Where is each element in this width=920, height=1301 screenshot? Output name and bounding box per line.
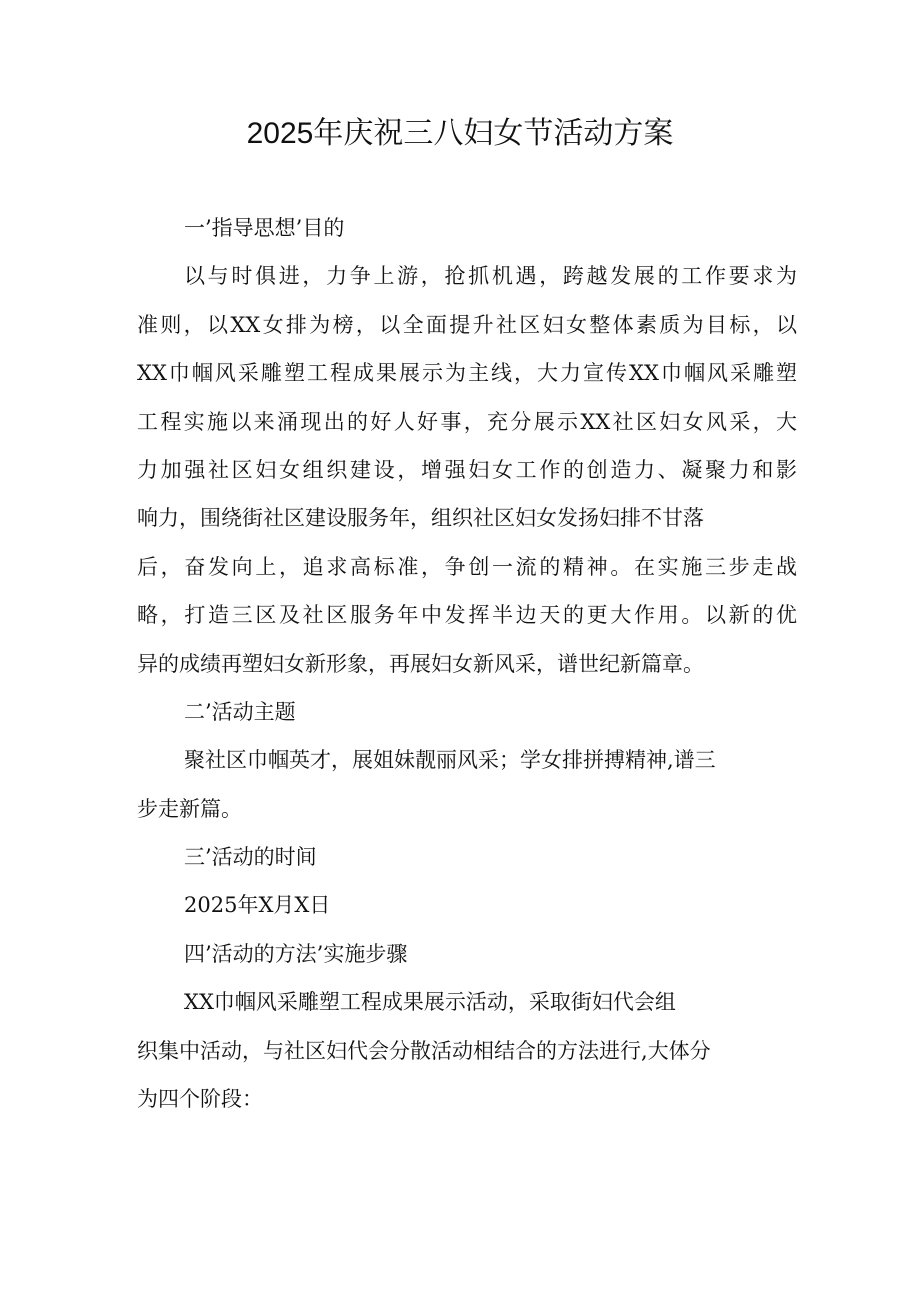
paragraph-line: 工程实施以来涌现出的好人好事，充分展示XX社区妇女风采，大 — [137, 409, 797, 434]
paragraph-line: 以与时俱进，力争上游，抢抓机遇，跨越发展的工作要求为 — [184, 264, 797, 289]
section-heading-4: 四’活动的方法’实施步骤 — [184, 941, 408, 966]
paragraph-line: 后，奋发向上，追求高标准，争创一流的精神。在实施三步走战 — [137, 554, 797, 579]
paragraph-line: 略，打造三区及社区服务年中发挥半边天的更大作用。以新的优 — [137, 603, 797, 628]
paragraph-line: 聚社区巾帼英才，展姐妹靓丽风采；学女排拼搏精神,谱三 — [184, 748, 716, 773]
paragraph-line: 异的成绩再塑妇女新形象，再展妇女新风采，谱世纪新篇章。 — [137, 651, 704, 676]
paragraph-line: XX巾帼风采雕塑工程成果展示为主线，大力宣传XX巾帼风采雕塑 — [137, 361, 797, 386]
paragraph-line: 为四个阶段： — [137, 1087, 263, 1112]
paragraph-line: 响力，围绕街社区建设服务年，组织社区妇女发扬妇排不甘落 — [137, 506, 704, 531]
section-heading-3: 三’活动的时间 — [184, 845, 317, 870]
paragraph-line: 织集中活动，与社区妇代会分散活动相结合的方法进行,大体分 — [137, 1038, 711, 1063]
section-heading-2: 二’活动主题 — [184, 699, 296, 724]
paragraph-line: 力加强社区妇女组织建设，增强妇女工作的创造力、凝聚力和影 — [137, 457, 797, 482]
paragraph-line: 准则，以XX女排为榜，以全面提升社区妇女整体素质为目标，以 — [137, 312, 797, 337]
paragraph-line: 步走新篇。 — [137, 796, 242, 821]
paragraph-line: XX巾帼风采雕塑工程成果展示活动，采取街妇代会组 — [184, 990, 676, 1015]
activity-date: 2025年X月X日 — [184, 893, 331, 918]
section-heading-1: 一’指导思想’目的 — [184, 216, 345, 240]
document-body — [137, 204, 797, 1123]
document-title: 2025年庆祝三八妇女节活动方案 — [246, 117, 674, 150]
